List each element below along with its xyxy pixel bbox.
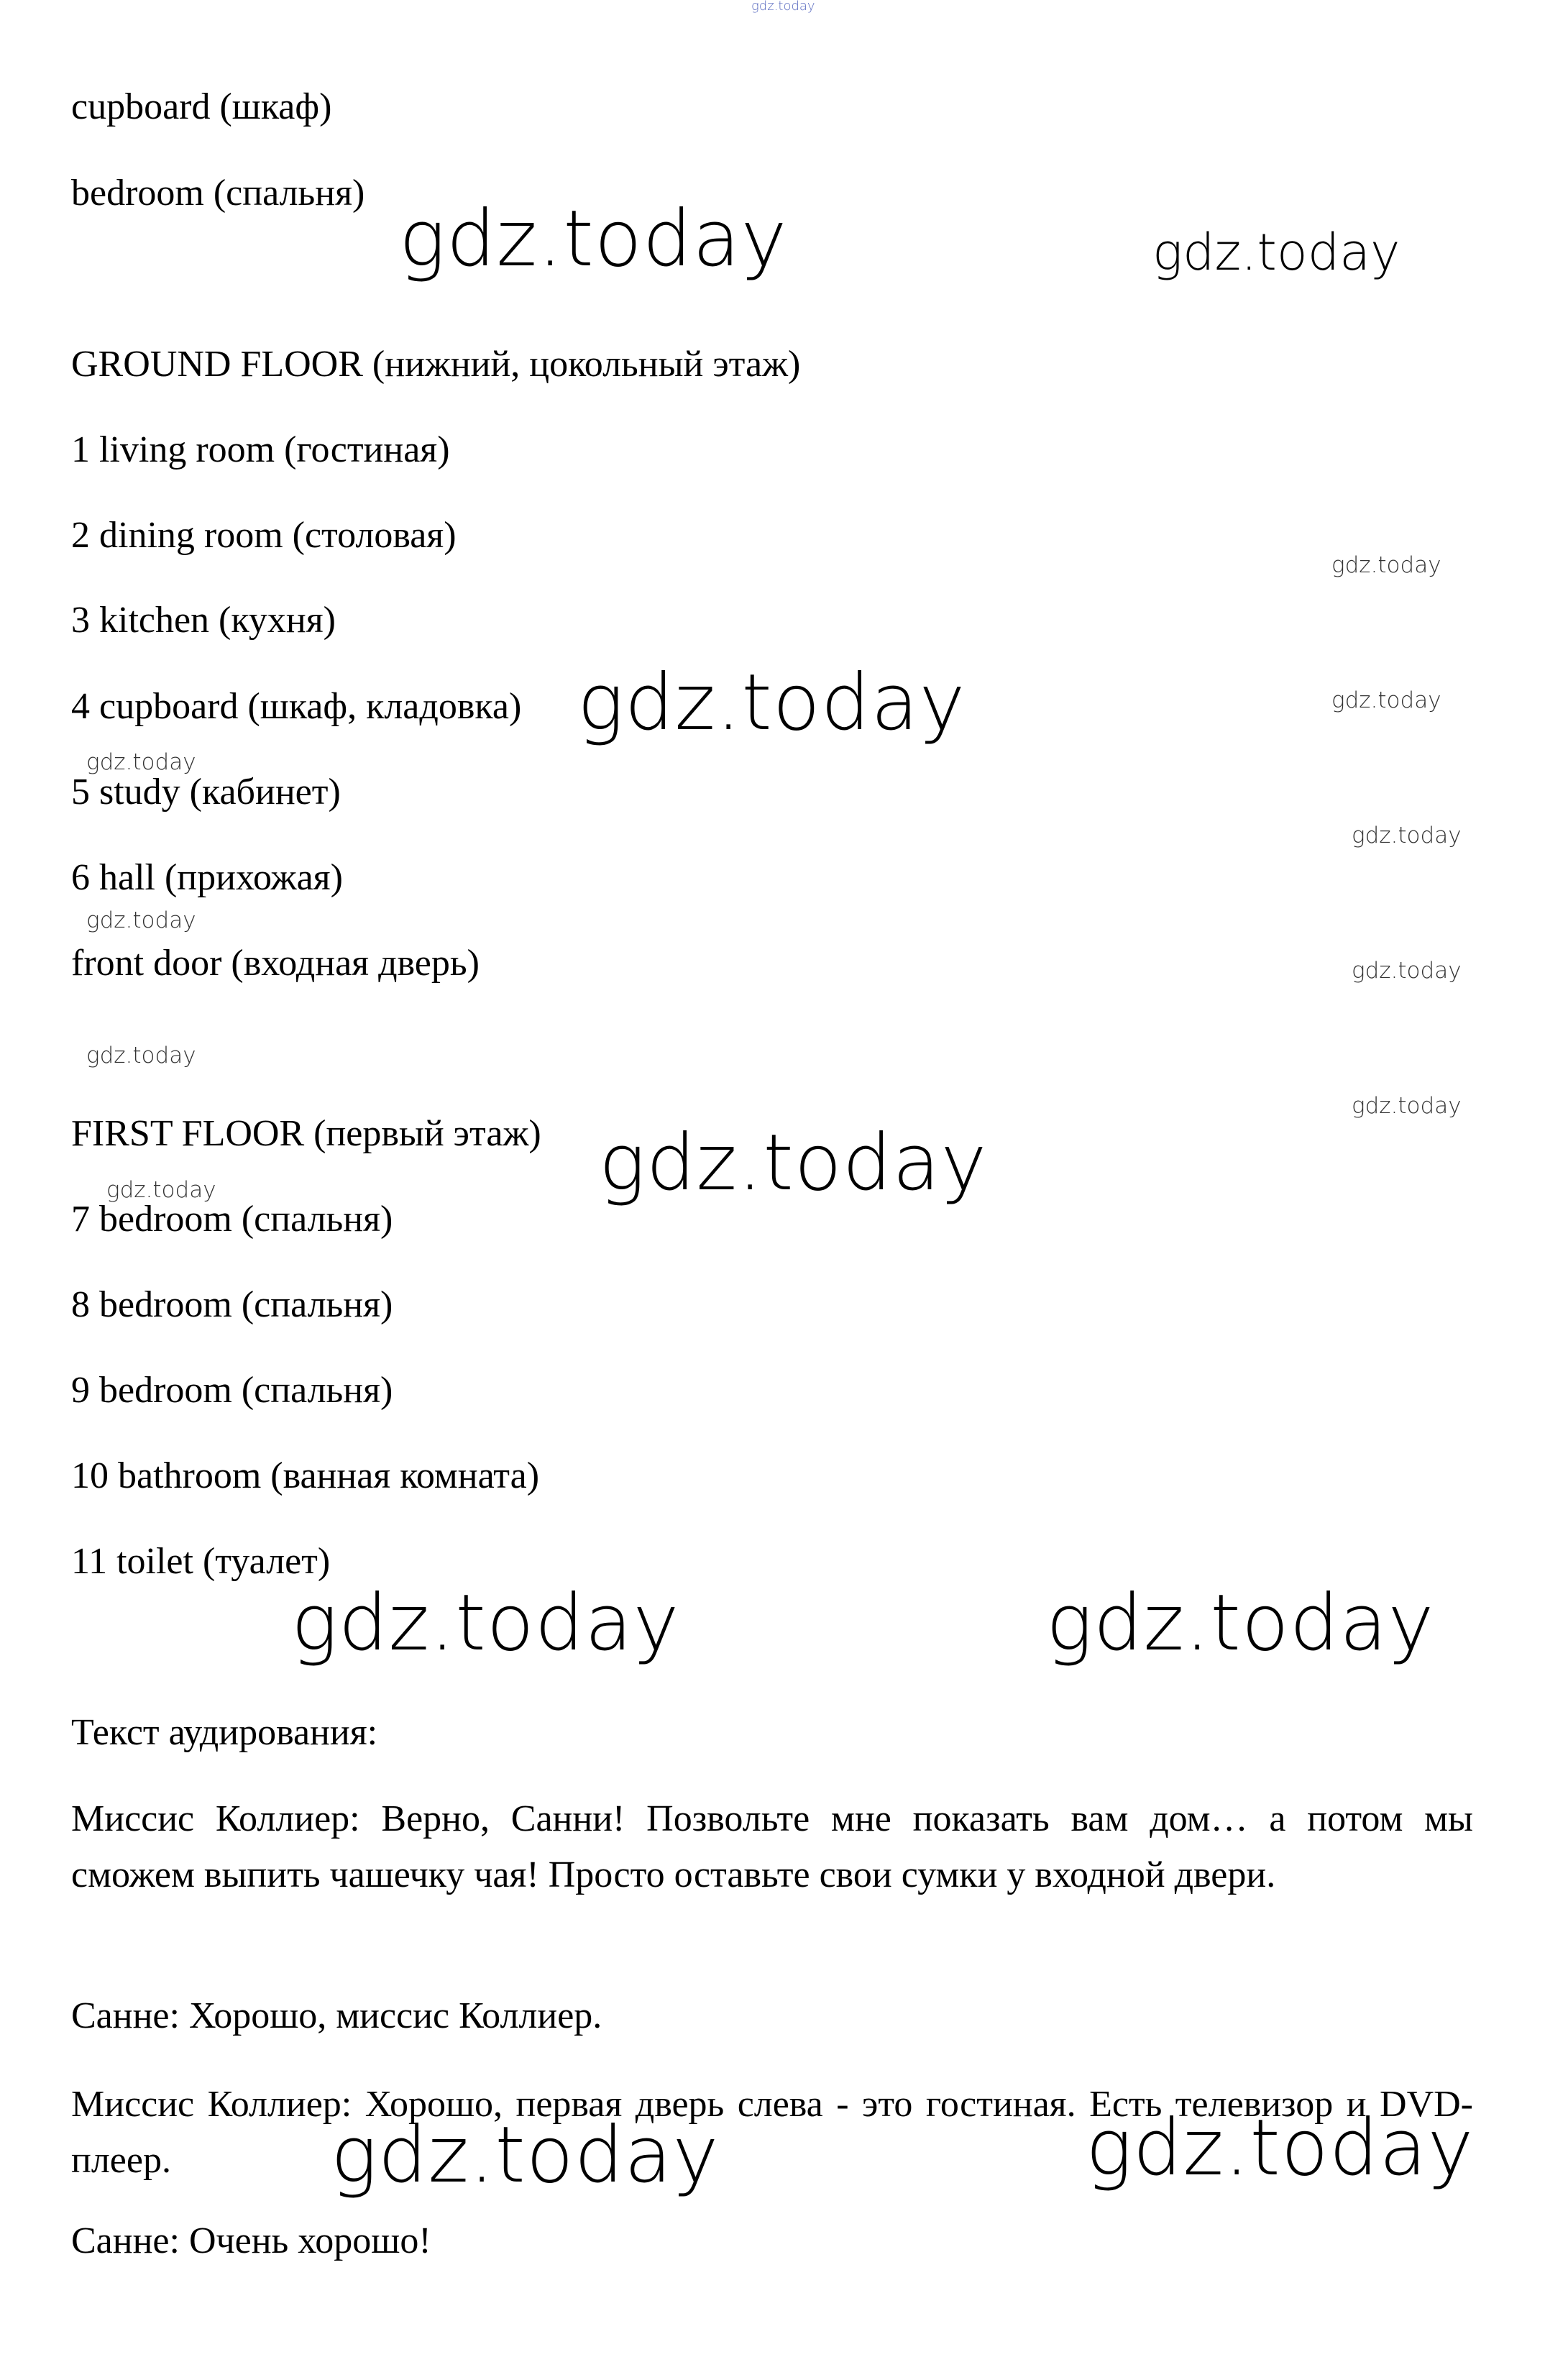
watermark: gdz.today: [1086, 2103, 1475, 2193]
watermark: gdz.today: [291, 1578, 680, 1668]
watermark-small: gdz.today: [86, 1043, 196, 1068]
transcript-paragraph: Миссис Коллиер: Верно, Санни! Позвольте мне показать вам дом… а потом мы сможем выпить чашечку чая! Просто оставьте свои сумки у входной двери.: [71, 1798, 1473, 1895]
watermark: gdz.today: [399, 194, 788, 284]
transcript-paragraph: Миссис Коллиер: Хорошо, первая дверь слева - это гостиная. Есть телевизор и DVD-плеер.: [71, 2084, 1473, 2181]
vocab-line: 1 living room (гостиная): [71, 429, 450, 470]
watermark-small: gdz.today: [1352, 823, 1462, 848]
vocab-line: 2 dining room (столовая): [71, 515, 457, 556]
watermark-top: gdz.today: [751, 0, 815, 14]
watermark: gdz.today: [1046, 1578, 1435, 1668]
vocab-line: 10 bathroom (ванная комната): [71, 1455, 540, 1496]
vocab-line: 6 hall (прихожая): [71, 857, 343, 898]
vocab-line: 11 toilet (туалет): [71, 1541, 331, 1582]
watermark-small: gdz.today: [1352, 1093, 1462, 1119]
vocab-line: 4 cupboard (шкаф, кладовка): [71, 686, 522, 727]
watermark-small: gdz.today: [106, 1177, 216, 1203]
watermark: gdz.today: [1152, 223, 1400, 282]
watermark: gdz.today: [577, 658, 966, 748]
vocab-line: 9 bedroom (спальня): [71, 1370, 393, 1411]
watermark: gdz.today: [331, 2110, 720, 2200]
watermark-small: gdz.today: [1352, 958, 1462, 984]
watermark-small: gdz.today: [1331, 687, 1441, 713]
vocab-line: 5 study (кабинет): [71, 772, 341, 813]
transcript-heading: Текст аудирования:: [71, 1712, 378, 1753]
vocab-line: front door (входная дверь): [71, 943, 480, 984]
section-heading-first-floor: FIRST FLOOR (первый этаж): [71, 1113, 541, 1154]
watermark-small: gdz.today: [86, 907, 196, 933]
section-heading-ground-floor: GROUND FLOOR (нижний, цокольный этаж): [71, 344, 801, 385]
vocab-line: 7 bedroom (спальня): [71, 1199, 393, 1240]
transcript-paragraph: Санне: Хорошо, миссис Коллиер.: [71, 1995, 602, 2036]
watermark-small: gdz.today: [1331, 552, 1441, 578]
transcript-paragraph: Санне: Очень хорошо!: [71, 2220, 431, 2261]
watermark-small: gdz.today: [86, 749, 196, 775]
vocab-line: bedroom (спальня): [71, 173, 365, 214]
vocab-line: cupboard (шкаф): [71, 86, 332, 127]
watermark: gdz.today: [599, 1118, 988, 1208]
vocab-line: 3 kitchen (кухня): [71, 600, 336, 641]
vocab-line: 8 bedroom (спальня): [71, 1284, 393, 1325]
